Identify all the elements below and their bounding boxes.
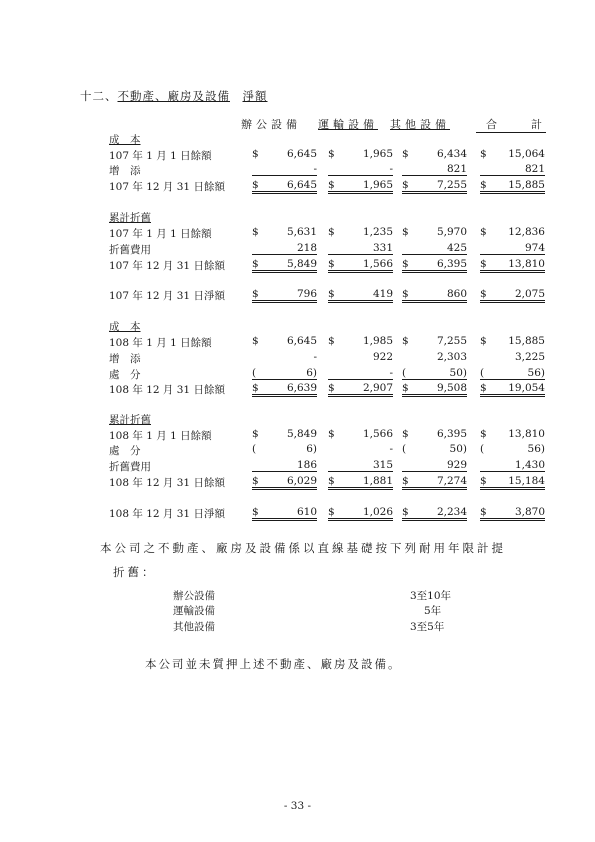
amount-cell (480, 428, 545, 440)
section-label: 成 本 (109, 321, 141, 333)
amount-value: 419 (372, 288, 393, 300)
amount-cell (402, 382, 467, 397)
amount-value: 6,395 (436, 428, 467, 440)
amount-value: 610 (296, 506, 317, 518)
amount-value: 50) (449, 443, 467, 455)
open-paren: ( (252, 367, 257, 379)
amount-cell (252, 258, 317, 273)
currency-sign: $ (480, 506, 487, 518)
amount-value: 860 (446, 288, 467, 300)
amount-cell (252, 335, 317, 347)
row-label: 處 分 (109, 369, 141, 381)
amount-value: 821 (446, 163, 467, 175)
amount-cell (328, 367, 393, 380)
amount-cell (480, 226, 545, 238)
amount-cell (252, 242, 317, 255)
amount-cell (328, 242, 393, 255)
amount-value: 56) (527, 443, 545, 455)
currency-sign: $ (328, 148, 335, 160)
amount-cell (328, 382, 393, 397)
currency-sign: $ (480, 382, 487, 394)
amount-value: - (313, 163, 317, 175)
amount-value: 15,885 (508, 179, 545, 191)
amount-value: 6) (306, 443, 317, 455)
amount-value: 50) (449, 367, 467, 379)
amount-value: 6,645 (286, 179, 317, 191)
amount-value: 1,566 (362, 428, 393, 440)
currency-sign: $ (480, 179, 487, 191)
amount-value: 15,184 (508, 475, 545, 487)
section-heading (80, 88, 268, 104)
amount-cell (328, 335, 393, 347)
page-number: - 33 - (283, 800, 312, 812)
row-label: 處 分 (109, 445, 141, 457)
amount-value: 5,849 (286, 428, 317, 440)
amount-value: 922 (372, 351, 393, 363)
row-label: 108 年 1 月 1 日餘額 (109, 337, 212, 349)
heading-suffix: 淨額 (242, 89, 268, 103)
amount-value: 6,639 (286, 382, 317, 394)
amount-value: 6,645 (286, 148, 317, 160)
currency-sign: $ (328, 179, 335, 191)
amount-cell (402, 226, 467, 238)
currency-sign: $ (252, 288, 259, 300)
amount-value: 974 (524, 242, 545, 254)
amount-value: 1,881 (362, 475, 393, 487)
currency-sign: $ (402, 288, 409, 300)
amount-cell (252, 506, 317, 521)
amount-cell (328, 506, 393, 521)
amount-value: 3,225 (514, 351, 545, 363)
amount-cell (402, 443, 467, 455)
useful-life-item: 運輸設備 (173, 605, 215, 617)
amount-cell (480, 258, 545, 273)
amount-cell (480, 179, 545, 194)
currency-sign: $ (328, 226, 335, 238)
currency-sign: $ (328, 288, 335, 300)
amount-cell (480, 367, 545, 380)
amount-cell (402, 148, 467, 160)
row-label: 107 年 12 月 31 日淨額 (109, 290, 225, 302)
amount-cell (480, 148, 545, 160)
amount-value: 6,434 (436, 148, 467, 160)
amount-cell (402, 179, 467, 194)
amount-cell (252, 382, 317, 397)
currency-sign: $ (252, 335, 259, 347)
pledge-paragraph: 本公司並未質押上述不動產、廠房及設備。 (145, 657, 402, 671)
currency-sign: $ (402, 335, 409, 347)
amount-value: 1,965 (362, 148, 393, 160)
column-header-total: 合 計 (476, 116, 546, 133)
currency-sign: $ (328, 506, 335, 518)
amount-value: 796 (296, 288, 317, 300)
currency-sign: $ (402, 226, 409, 238)
currency-sign: $ (480, 335, 487, 347)
amount-value: 6) (306, 367, 317, 379)
useful-life-years: 5年 (424, 605, 442, 617)
amount-value: 1,985 (362, 335, 393, 347)
currency-sign: $ (252, 258, 259, 270)
currency-sign: $ (252, 428, 259, 440)
amount-value: 7,274 (436, 475, 467, 487)
amount-value: 15,064 (508, 148, 545, 160)
amount-cell (328, 351, 393, 363)
amount-cell (252, 459, 317, 472)
useful-life-years: 3至10年 (410, 590, 452, 602)
section-label: 累計折舊 (109, 414, 151, 426)
currency-sign: $ (402, 475, 409, 487)
amount-cell (402, 163, 467, 176)
amount-value: 1,430 (514, 459, 545, 471)
amount-cell (480, 382, 545, 397)
amount-value: 186 (296, 459, 317, 471)
row-label: 增 添 (109, 353, 141, 365)
amount-value: 6,029 (286, 475, 317, 487)
amount-cell (328, 179, 393, 194)
currency-sign: $ (402, 258, 409, 270)
row-label: 108 年 12 月 31 日淨額 (109, 508, 225, 520)
amount-cell (402, 335, 467, 347)
amount-value: 15,885 (508, 335, 545, 347)
amount-value: 2,303 (436, 351, 467, 363)
amount-cell (402, 258, 467, 273)
amount-cell (480, 506, 545, 521)
currency-sign: $ (402, 148, 409, 160)
amount-value: 331 (372, 242, 393, 254)
amount-value: 5,849 (286, 258, 317, 270)
amount-cell (252, 443, 317, 455)
amount-cell (252, 475, 317, 490)
useful-life-years: 3至5年 (410, 621, 445, 633)
amount-value: 7,255 (436, 335, 467, 347)
amount-value: 3,870 (514, 506, 545, 518)
row-label: 增 添 (109, 165, 141, 177)
amount-cell (328, 288, 393, 303)
depreciation-paragraph-line2: 折舊： (113, 565, 157, 579)
useful-life-item: 辦公設備 (173, 590, 215, 602)
currency-sign: $ (328, 335, 335, 347)
amount-cell (480, 351, 545, 363)
amount-value: 7,255 (436, 179, 467, 191)
amount-value: - (389, 443, 393, 455)
amount-cell (402, 351, 467, 363)
amount-value: 9,508 (436, 382, 467, 394)
amount-cell (402, 475, 467, 490)
row-label: 108 年 1 月 1 日餘額 (109, 430, 212, 442)
section-label: 成 本 (109, 134, 141, 146)
amount-cell (252, 428, 317, 440)
open-paren: ( (480, 367, 485, 379)
amount-value: 218 (296, 242, 317, 254)
amount-cell (480, 288, 545, 303)
amount-value: 2,907 (362, 382, 393, 394)
amount-value: 19,054 (508, 382, 545, 394)
amount-cell (402, 428, 467, 440)
currency-sign: $ (480, 428, 487, 440)
currency-sign: $ (328, 258, 335, 270)
amount-cell (402, 459, 467, 472)
amount-cell (328, 163, 393, 176)
amount-cell (328, 475, 393, 490)
depreciation-paragraph-line1: 本公司之不動產、廠房及設備係以直線基礎按下列耐用年限計提 (100, 541, 506, 555)
amount-cell (480, 163, 545, 176)
amount-value: 56) (527, 367, 545, 379)
amount-cell (480, 475, 545, 490)
row-label: 107 年 1 月 1 日餘額 (109, 228, 212, 240)
currency-sign: $ (480, 288, 487, 300)
amount-cell (328, 148, 393, 160)
amount-value: 12,836 (508, 226, 545, 238)
amount-cell (252, 179, 317, 194)
amount-cell (252, 288, 317, 303)
row-label: 107 年 12 月 31 日餘額 (109, 260, 225, 272)
useful-life-item: 其他設備 (173, 621, 215, 633)
open-paren: ( (402, 443, 407, 455)
column-header-transport: 運輸設備 (318, 118, 378, 131)
open-paren: ( (252, 443, 257, 455)
amount-cell (402, 506, 467, 521)
currency-sign: $ (402, 179, 409, 191)
currency-sign: $ (480, 475, 487, 487)
amount-value: - (313, 351, 317, 363)
amount-value: 1,235 (362, 226, 393, 238)
amount-cell (328, 258, 393, 273)
currency-sign: $ (402, 382, 409, 394)
currency-sign: $ (402, 506, 409, 518)
amount-value: 929 (446, 459, 467, 471)
amount-value: 5,631 (286, 226, 317, 238)
currency-sign: $ (480, 148, 487, 160)
amount-value: 6,395 (436, 258, 467, 270)
amount-value: 1,965 (362, 179, 393, 191)
amount-cell (328, 226, 393, 238)
section-label: 累計折舊 (109, 212, 151, 224)
amount-cell (480, 459, 545, 472)
amount-cell (480, 443, 545, 455)
currency-sign: $ (328, 382, 335, 394)
row-label: 108 年 12 月 31 日餘額 (109, 384, 225, 396)
currency-sign: $ (252, 148, 259, 160)
column-header-other: 其他設備 (390, 118, 450, 131)
amount-cell (480, 335, 545, 347)
amount-value: 425 (446, 242, 467, 254)
currency-sign: $ (252, 506, 259, 518)
amount-cell (402, 367, 467, 380)
amount-value: 13,810 (508, 428, 545, 440)
amount-cell (252, 367, 317, 380)
row-label: 折舊費用 (109, 244, 151, 256)
amount-value: - (389, 367, 393, 379)
amount-value: 821 (524, 163, 545, 175)
amount-cell (252, 226, 317, 238)
amount-cell (328, 443, 393, 455)
amount-value: 1,026 (362, 506, 393, 518)
amount-cell (328, 459, 393, 472)
row-label: 107 年 12 月 31 日餘額 (109, 181, 225, 193)
amount-value: 2,234 (436, 506, 467, 518)
amount-value: 13,810 (508, 258, 545, 270)
amount-cell (402, 242, 467, 255)
currency-sign: $ (252, 382, 259, 394)
column-header-office: 辦公設備 (241, 118, 301, 131)
currency-sign: $ (402, 428, 409, 440)
currency-sign: $ (252, 179, 259, 191)
currency-sign: $ (328, 428, 335, 440)
currency-sign: $ (480, 226, 487, 238)
currency-sign: $ (252, 475, 259, 487)
amount-value: 6,645 (286, 335, 317, 347)
heading-title: 不動產、廠房及設備 (117, 89, 230, 103)
amount-cell (252, 163, 317, 176)
amount-cell (252, 351, 317, 363)
currency-sign: $ (252, 226, 259, 238)
amount-cell (252, 148, 317, 160)
currency-sign: $ (328, 475, 335, 487)
row-label: 折舊費用 (109, 461, 151, 473)
amount-value: 1,566 (362, 258, 393, 270)
amount-cell (480, 242, 545, 255)
amount-cell (328, 428, 393, 440)
open-paren: ( (480, 443, 485, 455)
amount-value: 5,970 (436, 226, 467, 238)
row-label: 107 年 1 月 1 日餘額 (109, 150, 212, 162)
amount-value: 315 (372, 459, 393, 471)
amount-cell (402, 288, 467, 303)
currency-sign: $ (480, 258, 487, 270)
row-label: 108 年 12 月 31 日餘額 (109, 477, 225, 489)
amount-value: - (389, 163, 393, 175)
heading-prefix: 十二、 (80, 89, 118, 103)
amount-value: 2,075 (514, 288, 545, 300)
open-paren: ( (402, 367, 407, 379)
